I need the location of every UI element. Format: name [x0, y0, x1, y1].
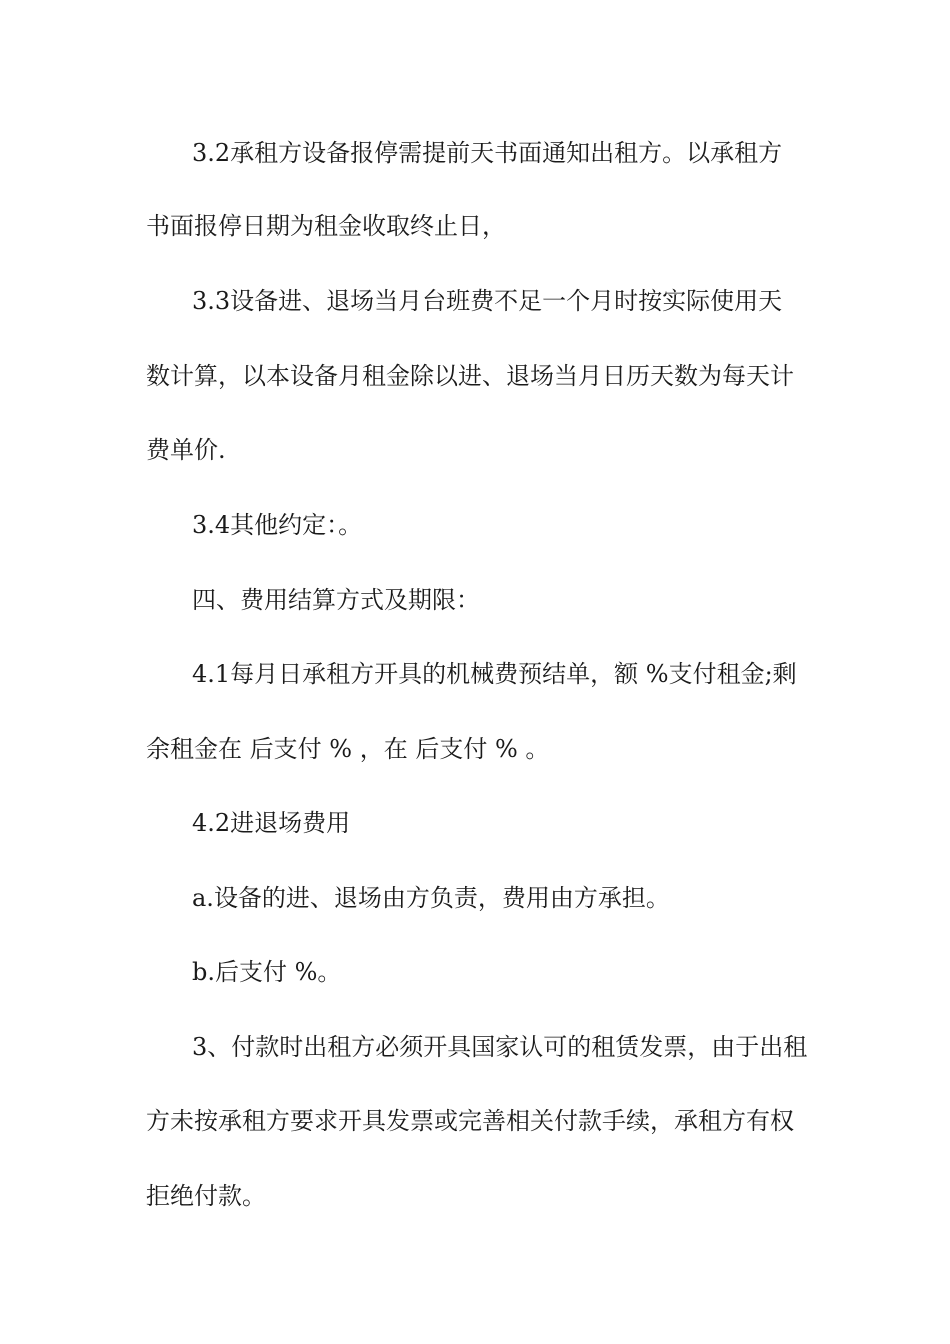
text-line: 方未按承租方要求开具发票或完善相关付款手续，承租方有权: [146, 1107, 794, 1135]
text-line: a.设备的进、退场由方负责，费用由方承担。: [192, 884, 670, 912]
text-line: 书面报停日期为租金收取终止日，: [146, 212, 506, 240]
section-heading: 四、费用结算方式及期限：: [192, 586, 480, 614]
text-line: 费单价.: [146, 436, 226, 464]
text-line: 3、付款时出租方必须开具国家认可的租赁发票，由于出租: [192, 1033, 808, 1061]
text-line: 3.3设备进、退场当月台班费不足一个月时按实际使用天: [192, 287, 783, 315]
text-line: b.后支付 %。: [192, 958, 342, 986]
text-line: 4.2进退场费用: [192, 809, 351, 837]
text-line: 3.4其他约定：。: [192, 511, 363, 539]
text-line: 余租金在 后支付 % ，在 后支付 % 。: [146, 735, 550, 763]
text-line: 4.1每月日承租方开具的机械费预结单，额 %支付租金;剩: [192, 660, 797, 688]
text-line: 数计算，以本设备月租金除以进、退场当月日历天数为每天计: [146, 362, 794, 390]
text-line: 拒绝付款。: [146, 1182, 266, 1210]
text-line: 3.2承租方设备报停需提前天书面通知出租方。以承租方: [192, 139, 783, 167]
